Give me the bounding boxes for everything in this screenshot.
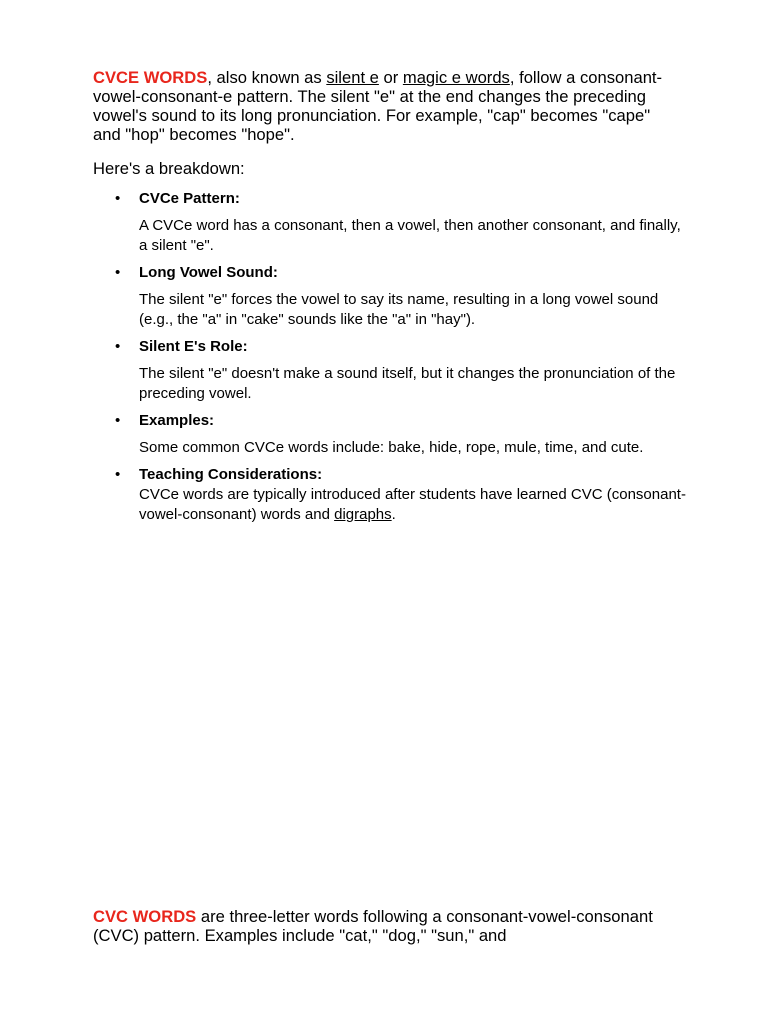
bullet-body: A CVCe word has a consonant, then a vowel, then another consonant, and finally, a silent "e". — [139, 217, 681, 254]
bullet-icon: • — [115, 466, 121, 483]
bullet-body-text: CVCe words are typically introduced after students have learned CVC (consonant-vowel-consonant) words and — [139, 486, 686, 523]
bullet-title: Silent E's Role: — [139, 338, 248, 355]
intro-text: , follow a consonant-vowel-consonant-e pattern. The silent "e" at the end changes the preceding vowel's sound to its long pronunciation. For example, "cap" becomes "cape" and "hop" becomes "hope". — [93, 68, 663, 144]
cvc-heading: CVC WORDS — [93, 907, 197, 926]
bullet-title: Long Vowel Sound: — [139, 264, 278, 281]
cvce-heading: CVCE WORDS — [93, 68, 208, 87]
breakdown-list — [93, 189, 693, 525]
bullet-title: Teaching Considerations: — [139, 466, 323, 483]
magic-e-words-link[interactable]: magic e words — [402, 68, 510, 87]
bullet-body — [139, 485, 693, 525]
list-item — [93, 337, 693, 404]
silent-e-link[interactable]: silent e — [326, 68, 379, 87]
cvc-text: are three-letter words following a consonant-vowel-consonant (CVC) pattern. Examples include "cat," "dog," "sun," and — [93, 907, 653, 945]
bullet-body: The silent "e" doesn't make a sound itself, but it changes the pronunciation of the preceding vowel. — [139, 365, 676, 402]
breakdown-label: Here's a breakdown: — [93, 159, 245, 178]
list-item — [93, 189, 693, 256]
digraphs-link[interactable]: digraphs — [334, 506, 392, 523]
list-item — [93, 411, 693, 458]
intro-text: , also known as — [207, 68, 327, 87]
intro-text: or — [378, 68, 403, 87]
bullet-body-end: . — [391, 506, 396, 523]
bullet-icon: • — [115, 338, 121, 355]
bullet-title: CVCe Pattern: — [139, 190, 240, 207]
intro-paragraph — [93, 68, 673, 144]
bullet-icon: • — [115, 190, 121, 207]
list-item — [93, 263, 693, 330]
bullet-icon: • — [115, 264, 121, 281]
cvc-paragraph — [93, 907, 653, 945]
bullet-body: The silent "e" forces the vowel to say its name, resulting in a long vowel sound (e.g., the "a" in "cake" sounds like the "a" in "hay"). — [139, 291, 659, 328]
list-item — [93, 465, 693, 525]
bullet-body: Some common CVCe words include: bake, hide, rope, mule, time, and cute. — [139, 439, 644, 456]
bullet-icon: • — [115, 412, 121, 429]
bullet-title: Examples: — [139, 412, 215, 429]
